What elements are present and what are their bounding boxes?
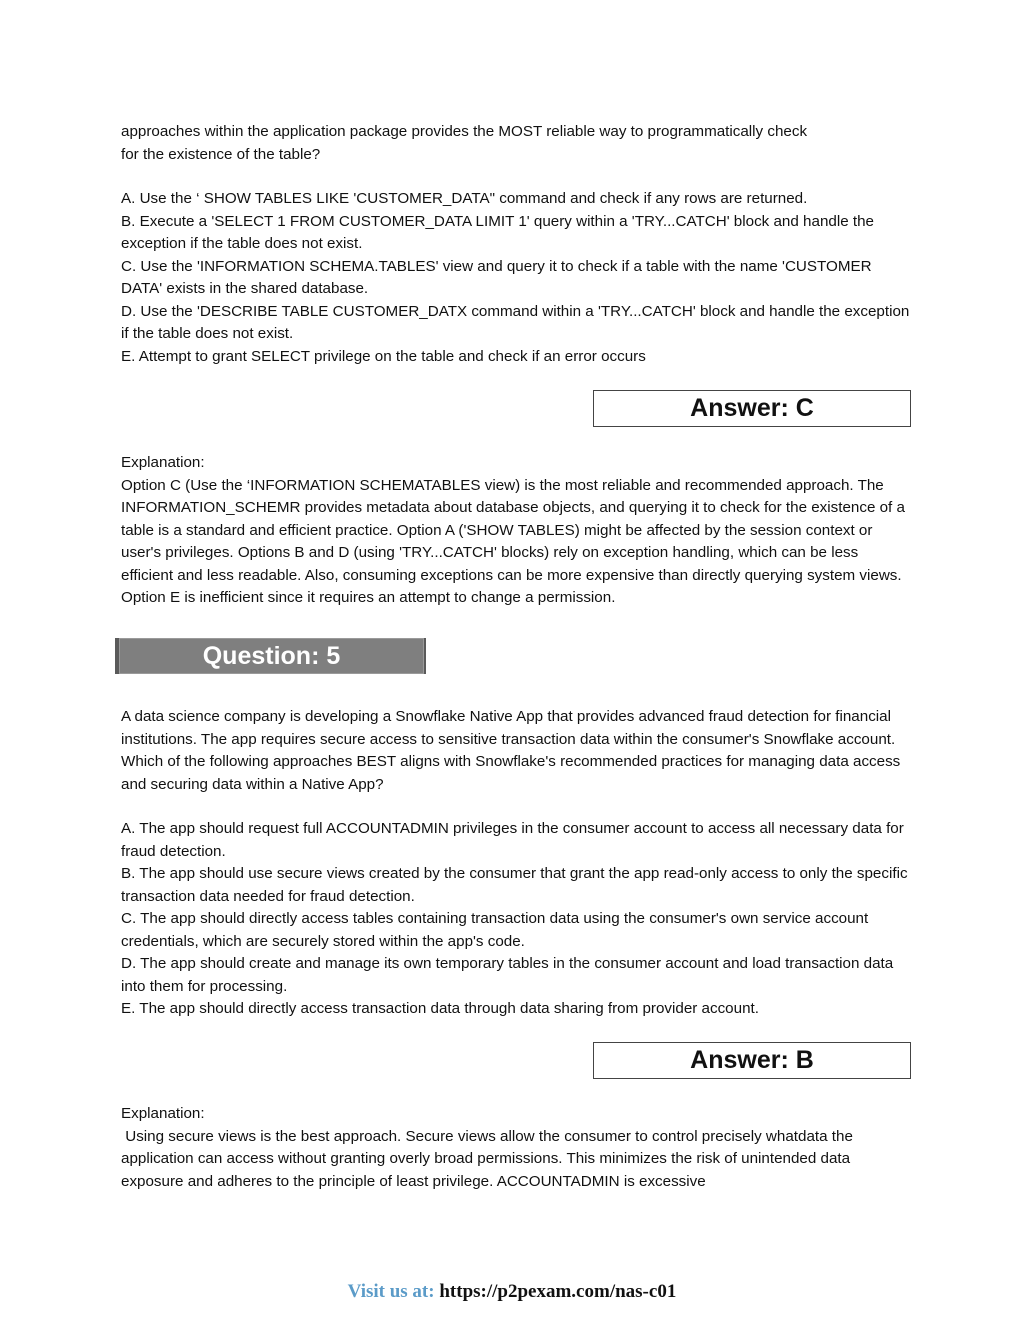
footer-url-link[interactable]: https://p2pexam.com/nas-c01 <box>439 1281 677 1302</box>
question-4-options <box>121 188 911 368</box>
option-c: C. The app should directly access tables containing transaction data using the consumer's own service account credentials, which are securely stored within the app's code. <box>121 910 869 950</box>
option-e: E. The app should directly access transaction data through data sharing from provider account. <box>121 1000 759 1017</box>
option-d: D. The app should create and manage its own temporary tables in the consumer account and load transaction data into them for processing. <box>121 955 894 995</box>
explanation-text: Option C (Use the ‘INFORMATION SCHEMATABLES view) is the most reliable and recommended approach. The INFORMATION_SCHEMR provides metadata about database objects, and querying it to check for the existence of a table is a standard and efficient practice. Option A ('SHOW TABLES) might be affected by the session context or user's privileges. Options B and D (using 'TRY...CATCH' blocks) rely on exception handling, which can be less efficient and less readable. Also, consuming exceptions can be more expensive than directly querying system views. Option E is inefficient since it requires an attempt to change a permission. <box>121 476 905 606</box>
question-4-explanation <box>121 452 911 610</box>
explanation-label: Explanation: <box>121 1105 205 1122</box>
option-b: B. The app should use secure views created by the consumer that grant the app read-only access to only the specific transaction data needed for fraud detection. <box>121 865 908 905</box>
question-4-stem-line-1: approaches within the application package provides the MOST reliable way to programmatically check <box>121 123 808 140</box>
question-5-options <box>121 818 911 1021</box>
option-d: D. Use the 'DESCRIBE TABLE CUSTOMER_DATX command within a 'TRY...CATCH' block and handle the exception if the table does not exist. <box>121 302 910 342</box>
answer-box-q4: Answer: C <box>593 390 911 427</box>
question-5-banner: Question: 5 <box>115 638 426 674</box>
question-5-stem: A data science company is developing a Snowflake Native App that provides advanced fraud detection for financial institutions. The app requires secure access to sensitive transaction data within the consumer's Snowflake account. Which of the following approaches BEST aligns with Snowflake's recommended practices for managing data access and securing data within a Native App? <box>121 708 901 793</box>
answer-box-q5: Answer: B <box>593 1042 911 1079</box>
page-footer <box>0 1281 1024 1303</box>
question-5-explanation <box>121 1103 911 1193</box>
option-b: B. Execute a 'SELECT 1 FROM CUSTOMER_DATA LIMIT 1' query within a 'TRY...CATCH' block and handle the exception if the table does not exist. <box>121 212 874 252</box>
explanation-label: Explanation: <box>121 454 205 471</box>
option-a: A. Use the ‘ SHOW TABLES LIKE 'CUSTOMER_DATA" command and check if any rows are returned. <box>121 190 808 207</box>
option-e: E. Attempt to grant SELECT privilege on the table and check if an error occurs <box>121 347 646 365</box>
option-c: C. Use the 'INFORMATION SCHEMA.TABLES' view and query it to check if a table with the name 'CUSTOMER DATA' exists in the shared database. <box>121 257 872 297</box>
option-a: A. The app should request full ACCOUNTADMIN privileges in the consumer account to access all necessary data for fraud detection. <box>121 820 904 860</box>
explanation-text: Using secure views is the best approach. Secure views allow the consumer to control precisely whatdata the application can access without granting overly broad permissions. This minimizes the risk of unintended data exposure and adheres to the principle of least privilege. ACCOUNTADMIN is excessive <box>121 1127 858 1190</box>
question-4-stem-line-2: for the existence of the table? <box>121 145 321 163</box>
footer-visit-label: Visit us at: <box>347 1281 435 1302</box>
question-4-stem <box>121 121 911 166</box>
